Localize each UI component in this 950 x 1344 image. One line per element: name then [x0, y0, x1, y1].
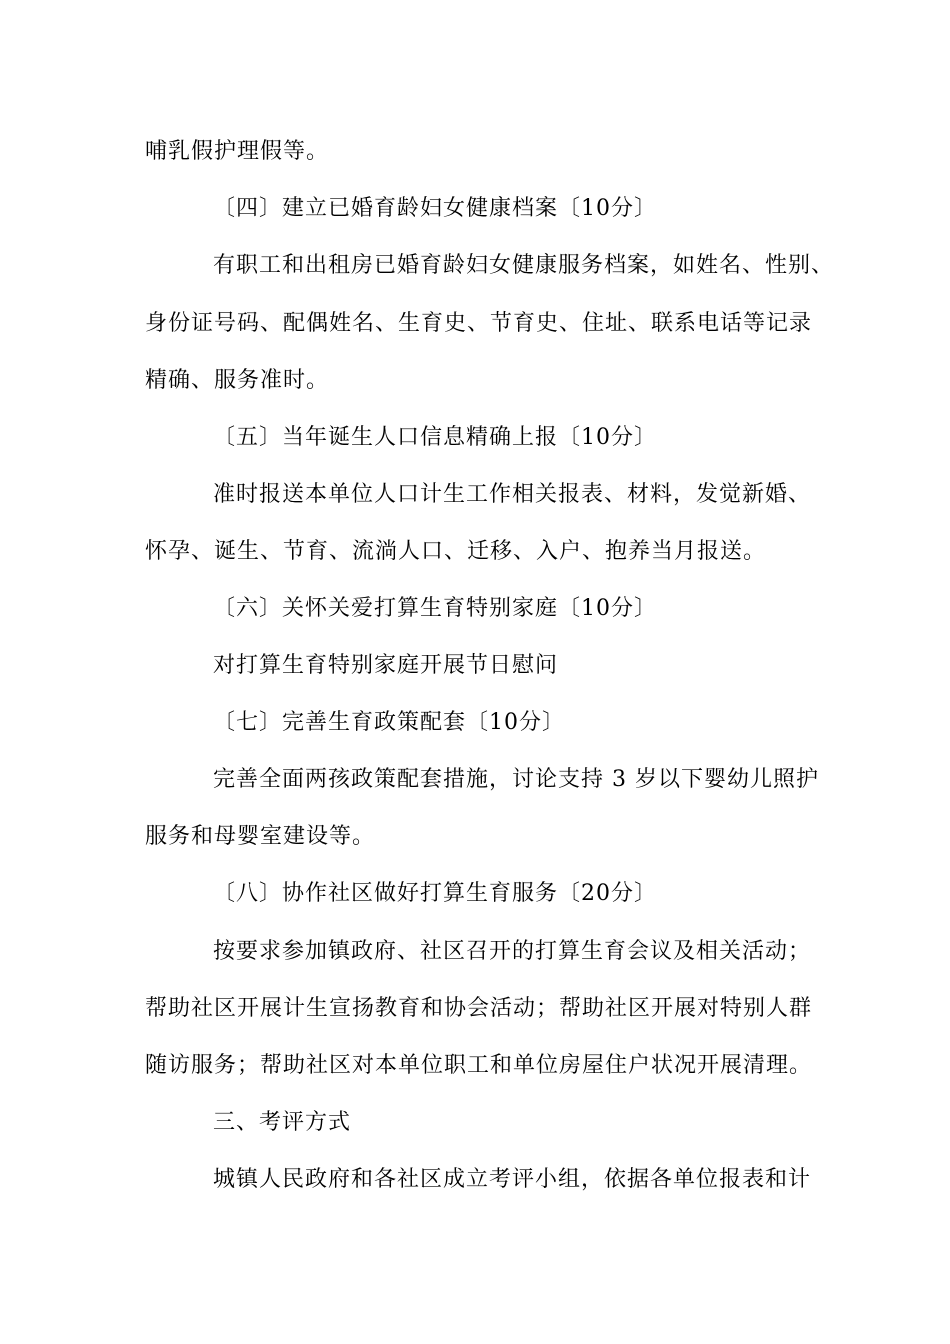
paragraph-first-line: 准时报送本单位人口计生工作相关报表、材料，发觉新婚、	[213, 482, 812, 507]
section-heading-three: 三、考评方式	[213, 1110, 352, 1135]
section-heading-eight: 〔八〕协作社区做好打算生育服务〔20分〕	[213, 881, 657, 906]
body-text-line: 帮助社区开展计生宣扬教育和协会活动；帮助社区开展对特别人群	[145, 996, 813, 1021]
body-text-line: 随访服务；帮助社区对本单位职工和单位房屋住户状况开展清理。	[145, 1053, 813, 1078]
section-heading-seven: 〔七〕完善生育政策配套〔10分〕	[213, 710, 565, 735]
section-heading-four: 〔四〕建立已婚育龄妇女健康档案〔10分〕	[213, 196, 657, 221]
section-heading-five: 〔五〕当年诞生人口信息精确上报〔10分〕	[213, 425, 657, 450]
body-text-line: 服务和母婴室建设等。	[145, 824, 376, 849]
paragraph-first-line: 对打算生育特别家庭开展节日慰问	[213, 653, 559, 678]
paragraph-first-line: 有职工和出租房已婚育龄妇女健康服务档案，如姓名、性别、	[213, 253, 835, 278]
body-text-line: 精确、服务准时。	[145, 368, 330, 393]
body-text-line: 怀孕、诞生、节育、流淌人口、迁移、入户、抱养当月报送。	[145, 539, 767, 564]
paragraph-first-line: 按要求参加镇政府、社区召开的打算生育会议及相关活动；	[213, 939, 812, 964]
body-text-line: 身份证号码、配偶姓名、生育史、节育史、住址、联系电话等记录	[145, 311, 813, 336]
section-heading-six: 〔六〕关怀关爱打算生育特别家庭〔10分〕	[213, 596, 657, 621]
paragraph-first-line: 城镇人民政府和各社区成立考评小组，依据各单位报表和计	[213, 1167, 812, 1192]
body-text-line: 哺乳假护理假等。	[145, 139, 330, 164]
paragraph-first-line: 完善全面两孩政策配套措施，讨论支持 3 岁以下婴幼儿照护	[213, 767, 819, 792]
